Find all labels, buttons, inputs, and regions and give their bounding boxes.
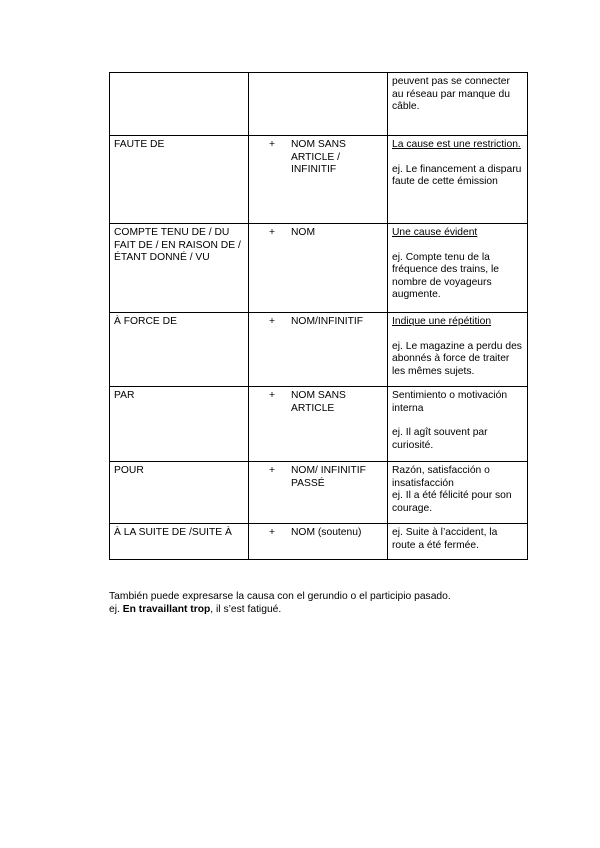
note-line: También puede expresarse la causa con el gerundio o el participio pasado. (109, 591, 451, 602)
example-text: ej. Il agît souvent par curiosité. (392, 427, 488, 451)
table-row (110, 387, 528, 462)
plus-sign: + (268, 390, 275, 401)
expression-text: À LA SUITE DE /SUITE À (114, 527, 232, 538)
expression-cell (110, 462, 249, 524)
usage-cell (388, 462, 528, 524)
plus-sign: + (268, 139, 275, 150)
structure-cell (249, 224, 388, 313)
table-row (110, 224, 528, 313)
usage-title: Une cause évident (392, 227, 478, 238)
usage-cell (388, 387, 528, 462)
example-text: ej. Le financement a disparu faute de cette émission (392, 163, 522, 187)
expression-cell (110, 136, 249, 224)
example-text: ej. Suite à l’accident, la route a été fermée. (392, 527, 498, 551)
usage-cell (388, 73, 528, 136)
example-text: ej. Compte tenu de la fréquence des trains, le nombre de voyageurs augmente. (392, 251, 500, 300)
plus-sign: + (268, 316, 275, 327)
expression-text: À FORCE DE (114, 316, 177, 327)
structure-text: NOM (soutenu) (291, 527, 362, 538)
usage-cell (388, 224, 528, 313)
structure-text: NOM SANS ARTICLE / INFINITIF (291, 139, 346, 175)
example-text: peuvent pas se connecter au réseau par manque du câble. (392, 76, 510, 112)
example-text: ej. Le magazine a perdu des abonnés à force de traiter les mêmes sujets. (392, 340, 522, 377)
usage-cell (388, 313, 528, 387)
structure-cell (249, 462, 388, 524)
bold-example: En travaillant trop (122, 604, 211, 615)
structure-text: NOM SANS ARTICLE (291, 390, 346, 414)
structure-cell (249, 524, 388, 560)
expression-text: PAR (114, 390, 135, 401)
expression-text: POUR (114, 465, 144, 476)
structure-text: NOM/INFINITIF (291, 316, 364, 327)
structure-cell (249, 73, 388, 136)
table-row (110, 462, 528, 524)
table-row (110, 136, 528, 224)
structure-cell (249, 136, 388, 224)
structure-cell (249, 313, 388, 387)
table-row (110, 73, 528, 136)
expression-cell (110, 524, 249, 560)
expression-text: FAUTE DE (114, 139, 165, 150)
cause-expressions-table (109, 72, 528, 560)
usage-title: Indique une répétition (392, 316, 492, 327)
example-text: ej. Il a été félicité pour son courage. (392, 490, 512, 514)
expression-cell (110, 313, 249, 387)
expression-cell (110, 387, 249, 462)
structure-text: NOM (291, 227, 316, 238)
expression-cell (110, 73, 249, 136)
table-row (110, 524, 528, 560)
expression-text: COMPTE TENU DE / DU FAIT DE / EN RAISON DE / ÉTANT DONNÉ / VU (114, 227, 241, 263)
plus-sign: + (268, 527, 275, 538)
plus-sign: + (268, 227, 275, 238)
footnote (109, 590, 529, 616)
structure-cell (249, 387, 388, 462)
note-example: ej. En travaillant trop, il s’est fatigué. (109, 604, 282, 615)
expression-cell (110, 224, 249, 313)
usage-title: La cause est une restriction. (392, 139, 521, 150)
table-row (110, 313, 528, 387)
usage-cell (388, 136, 528, 224)
usage-title: Sentimiento o motivación interna (392, 390, 508, 414)
plus-sign: + (268, 465, 275, 476)
usage-title: Razón, satisfacción o insatisfacción (392, 465, 490, 489)
structure-text: NOM/ INFINITIF PASSÉ (291, 465, 366, 489)
usage-cell (388, 524, 528, 560)
